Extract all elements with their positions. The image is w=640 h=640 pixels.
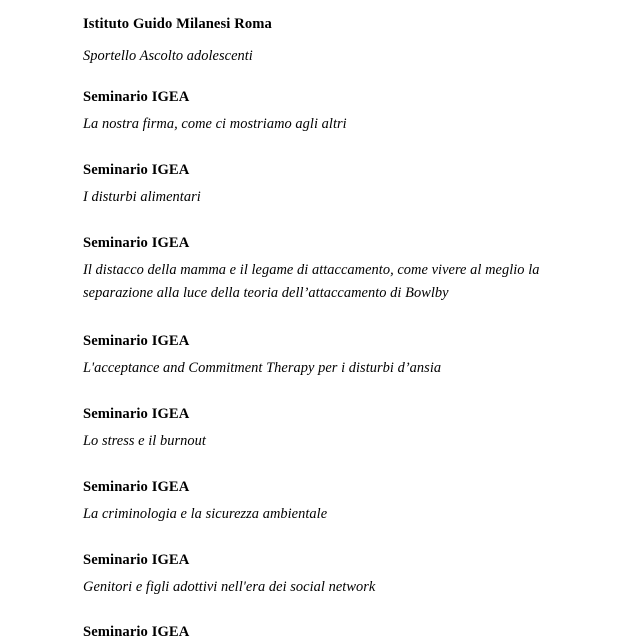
seminar-heading-8: Seminario IGEA [83, 624, 190, 640]
seminar-heading-3: Seminario IGEA [83, 235, 190, 251]
seminar-heading-1: Seminario IGEA [83, 89, 190, 105]
seminar-heading-2: Seminario IGEA [83, 162, 190, 178]
seminar-description-7: Genitori e figli adottivi nell'era dei social network [83, 579, 376, 595]
seminar-description-2: I disturbi alimentari [83, 189, 201, 205]
seminar-description-3: Il distacco della mamma e il legame di attaccamento, come vivere al meglio la separazione alla luce della teoria dell’attaccamento di Bowlby [83, 262, 540, 302]
seminar-description-5: Lo stress e il burnout [83, 433, 206, 449]
seminar-heading-4: Seminario IGEA [83, 333, 190, 349]
seminar-heading-5: Seminario IGEA [83, 406, 190, 422]
seminar-heading-7: Seminario IGEA [83, 552, 190, 568]
seminar-description-4: L'acceptance and Commitment Therapy per i disturbi d’ansia [83, 360, 442, 376]
seminar-heading-6: Seminario IGEA [83, 479, 190, 495]
seminar-description-6: La criminologia e la sicurezza ambientale [83, 506, 328, 522]
document-subtitle: Sportello Ascolto adolescenti [83, 48, 253, 64]
seminar-description-1: La nostra firma, come ci mostriamo agli altri [83, 116, 347, 132]
page-title: Istituto Guido Milanesi Roma [83, 16, 272, 32]
